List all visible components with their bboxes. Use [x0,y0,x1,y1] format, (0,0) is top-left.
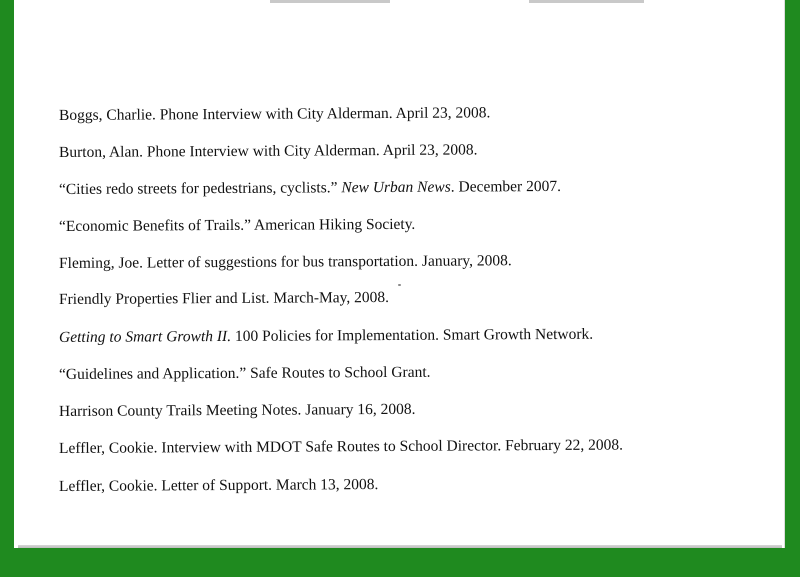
entry-text: Leffler, Cookie. Interview with MDOT Safe Routes to School Director. February 22, 2008. [58,436,624,457]
entry-text: Boggs, Charlie. Phone Interview with City Alderman. April 23, 2008. [58,104,491,124]
entry-text-after: . December 2007. [450,177,561,196]
entry-text: “Guidelines and Application.” Safe Routes to School Grant. [58,363,431,383]
entry-italic-title: Getting to Smart Growth II. [58,327,232,346]
entry-text: “Economic Benefits of Trails.” American Hiking Society. [58,215,416,235]
bibliography-entry [59,104,490,125]
entry-text: Harrison County Trails Meeting Notes. January 16, 2008. [58,400,416,420]
bibliography-entry [59,289,389,309]
bibliography-entry [59,216,415,236]
entry-text: Burton, Alan. Phone Interview with City Alderman. April 23, 2008. [58,141,478,161]
bibliography-entry [59,252,512,273]
bibliography-entry [59,141,478,162]
bibliography-entry [59,326,593,347]
entry-italic-title: New Urban News [341,178,451,197]
paper-bottom-edge [18,545,782,548]
scan-artifact-top-right [529,0,644,3]
scan-artifact-top-left [270,0,390,3]
bibliography-entry [59,437,623,458]
bibliography-entry [59,476,378,496]
scan-speck [398,284,401,286]
entry-text: Fleming, Joe. Letter of suggestions for bus transportation. January, 2008. [58,252,512,272]
bibliography-entry [59,364,431,384]
entry-text-after: 100 Policies for Implementation. Smart Growth Network. [231,325,594,345]
entry-text-before: “Cities redo streets for pedestrians, cyclists.” [58,179,342,198]
entry-text: Friendly Properties Flier and List. March-May, 2008. [58,288,390,308]
entry-text: Leffler, Cookie. Letter of Support. March 13, 2008. [58,476,379,495]
bibliography-entry [59,401,416,421]
document-page [14,0,784,548]
bibliography-entry [59,178,561,199]
